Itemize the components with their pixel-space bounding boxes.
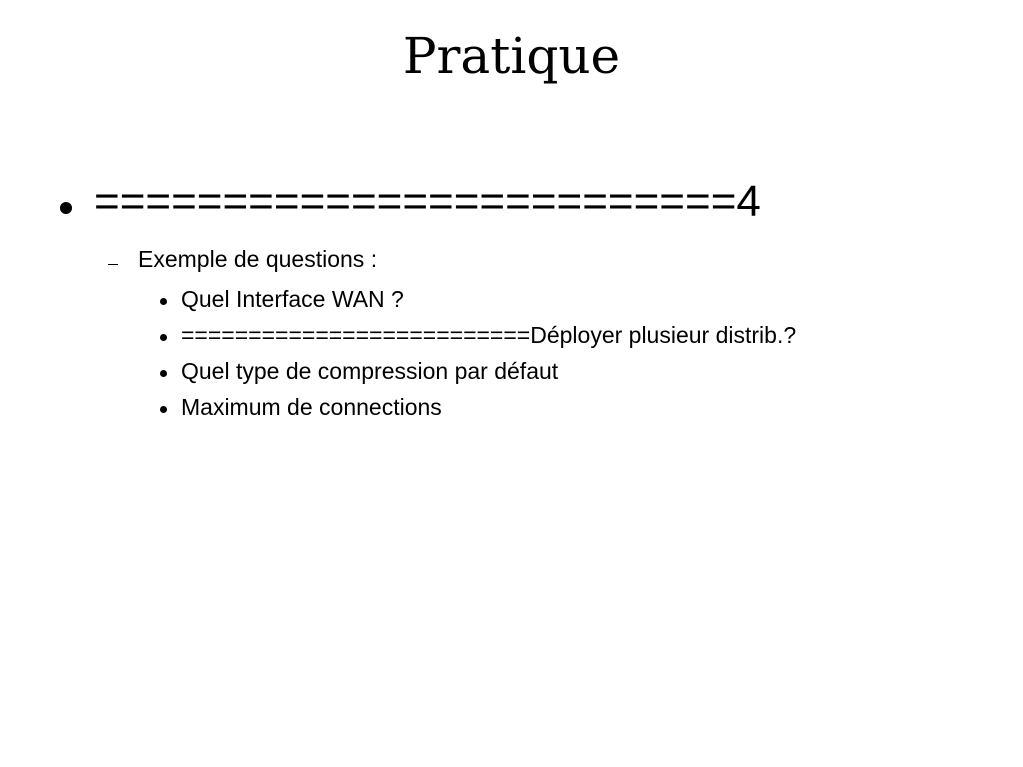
bullet-text: Quel Interface WAN ? bbox=[181, 286, 404, 312]
bullet-icon bbox=[160, 334, 167, 341]
bullet-text: ==========================Déployer plusieur distrib.? bbox=[181, 322, 797, 348]
bullet-icon bbox=[160, 370, 167, 377]
bullet-text: Quel type de compression par défaut bbox=[181, 358, 559, 384]
bullet-icon bbox=[60, 202, 72, 214]
bullet-item-level2 bbox=[108, 244, 377, 274]
bullet-text: =========================4 bbox=[94, 177, 761, 226]
bullet-text: Maximum de connections bbox=[181, 394, 442, 420]
bullet-item-level1 bbox=[60, 174, 761, 230]
bullet-icon bbox=[160, 406, 167, 413]
dash-bullet-icon bbox=[108, 264, 118, 265]
bullet-text: Exemple de questions : bbox=[138, 246, 378, 272]
bullet-item-level3 bbox=[160, 284, 404, 314]
bullet-item-level3 bbox=[160, 356, 558, 386]
slide-title: Pratique bbox=[402, 27, 621, 85]
bullet-icon bbox=[160, 298, 167, 305]
bullet-item-level3 bbox=[160, 320, 796, 350]
bullet-item-level3 bbox=[160, 392, 442, 422]
